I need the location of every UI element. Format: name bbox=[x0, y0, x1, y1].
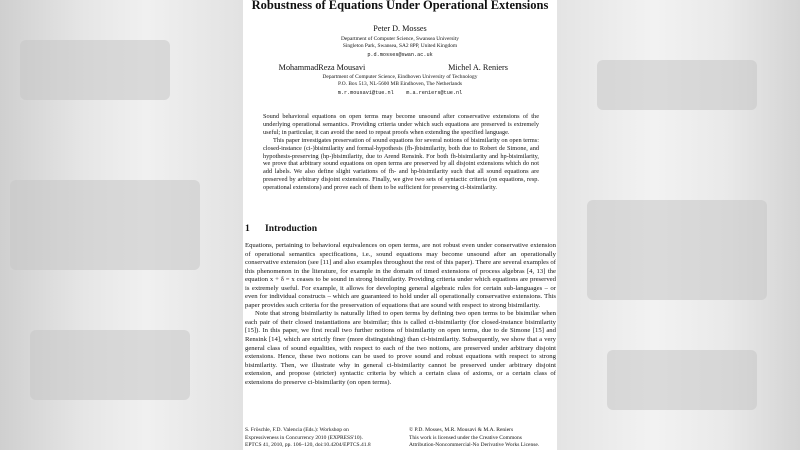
body-paragraph: Equations, pertaining to behavioral equivalences on open terms, are not robust even under conservative extension of operational semantics specifications, i.e., sound equations may become unsound after an operationally conservative extension (see [11] and also examples throughout the rest of this paper). There are several examples of this phenomenon in the literature, for example in the domain of timed extensions of process algebras [4, 13] the equation x + δ = x ceases to be sound in strong bisimilarity. Providing criteria under which equations are preserved is extremely useful. For example, it allows for developing general algebraic rules for certain sub-languages – or even for individual constructs – which are guaranteed to hold under all operationally conservative extensions. This paper provides such criteria for the preservation of equations that are sound with respect to strong bisimilarity. bbox=[245, 242, 556, 309]
affiliation-line: Singleton Park, Swansea, SA2 8PP, United Kingdom bbox=[342, 43, 458, 49]
background-left bbox=[0, 0, 243, 450]
author-email: p.d.mosses@swan.ac.uk bbox=[367, 52, 433, 58]
author-name: Michel A. Reniers bbox=[448, 63, 508, 72]
abstract-paragraph: Sound behavioral equations on open terms may become unsound after conservative extensions of the underlying operational semantics. Providing criteria under which such equations are preserved is extremely useful; in particular, it can avoid the need to repeat proofs when extending the specified language. bbox=[263, 113, 539, 136]
section-heading bbox=[245, 223, 317, 234]
affiliation-line: P.O. Box 513, NL-5600 MB Eindhoven, The Netherlands bbox=[337, 81, 463, 87]
footer-line: Expressiveness in Concurrency 2010 (EXPRESS'10). bbox=[245, 434, 363, 441]
blurred-text-block bbox=[30, 330, 190, 400]
publication-footer bbox=[245, 427, 395, 450]
abstract bbox=[263, 113, 539, 192]
author-email: m.r.mousavi@tue.nl bbox=[337, 90, 394, 96]
footer-line: This work is licensed under the Creative Commons bbox=[409, 434, 522, 441]
blurred-text-block bbox=[20, 40, 170, 100]
section-number: 1 bbox=[245, 223, 250, 234]
blurred-text-block bbox=[587, 200, 767, 300]
paper-title: Robustness of Equations Under Operational Extensions bbox=[251, 0, 549, 12]
author-emails bbox=[243, 90, 557, 97]
section-body bbox=[245, 242, 556, 387]
section-title: Introduction bbox=[265, 223, 318, 234]
footer-line: EPTCS 41, 2010, pp. 106–120, doi:10.4204/EPTCS.41.8 bbox=[245, 442, 371, 449]
shared-affiliation bbox=[243, 74, 557, 88]
footer-line: S. Fröschle, F.D. Valencia (Eds.): Workshop on bbox=[245, 427, 349, 433]
author-email: m.a.reniers@tue.nl bbox=[406, 90, 463, 96]
background-right bbox=[557, 0, 800, 450]
affiliation-line: Department of Computer Science, Swansea University bbox=[341, 36, 459, 42]
footer-line: Attribution-Noncommercial-No Derivative Works License. bbox=[409, 442, 540, 449]
abstract-paragraph: This paper investigates preservation of sound equations for several notions of bisimilarity on open terms: closed-instance (ci-)bisimilarity and formal-hypothesis (fh-)bisimilarity, both due to Robert de Simone, and hypothesis-preserving (hp-)bisimilarity, due to Arend Rensink. For both fh-bisimilarity and hp-bisimilarity, we prove that arbitrary sound equations on open terms are preserved by all disjoint extensions which do not add labels. We also define slight variations of fh- and hp-bisimilarity such that all sound equations are preserved by arbitrary disjoint extensions. Finally, we give two sets of syntactic criteria (on equations, resp. operational extensions) and prove each of them to be sufficient for preserving ci-bisimilarity. bbox=[263, 136, 539, 192]
affiliation-line: Department of Computer Science, Eindhoven University of Technology bbox=[322, 74, 478, 80]
paper-page bbox=[243, 0, 557, 450]
body-paragraph: Note that strong bisimilarity is naturally lifted to open terms by defining two open terms to be bisimilar when each pair of their closed instantiations are bisimilar; this is called ci-bisimilarity (for closed-instance bisimilarity [15]). In this paper, we first recall two further notions of bisimilarity on open terms, due to de Simone [15] and Rensink [14], which are strictly finer (more distinguishing) than ci-bisimilarity. Subsequently, we show that a very general class of sound equalities, with respect to each of the two notions, are preserved under arbitrary disjoint extensions. Hence, these two notions can be used to prove sound and robust equations with respect to strong bisimilarity. Then, we illustrate why in general ci-bisimilarity cannot be preserved under arbitrary disjoint extension, and propose (stricter) syntactic criteria by which a certain class of axioms, or a certain class of extensions do preserve ci-bisimilarity (on open terms). bbox=[245, 310, 556, 386]
blurred-text-block bbox=[10, 180, 200, 270]
license-footer bbox=[409, 427, 557, 450]
footer-line: © P.D. Mosses, M.R. Mousavi & M.A. Reniers bbox=[409, 427, 514, 433]
blurred-text-block bbox=[597, 60, 757, 110]
author-name: MohammadReza Mousavi bbox=[278, 63, 366, 72]
author-name: Peter D. Mosses bbox=[373, 24, 427, 33]
author-affiliation bbox=[243, 36, 557, 50]
blurred-text-block bbox=[607, 350, 757, 410]
